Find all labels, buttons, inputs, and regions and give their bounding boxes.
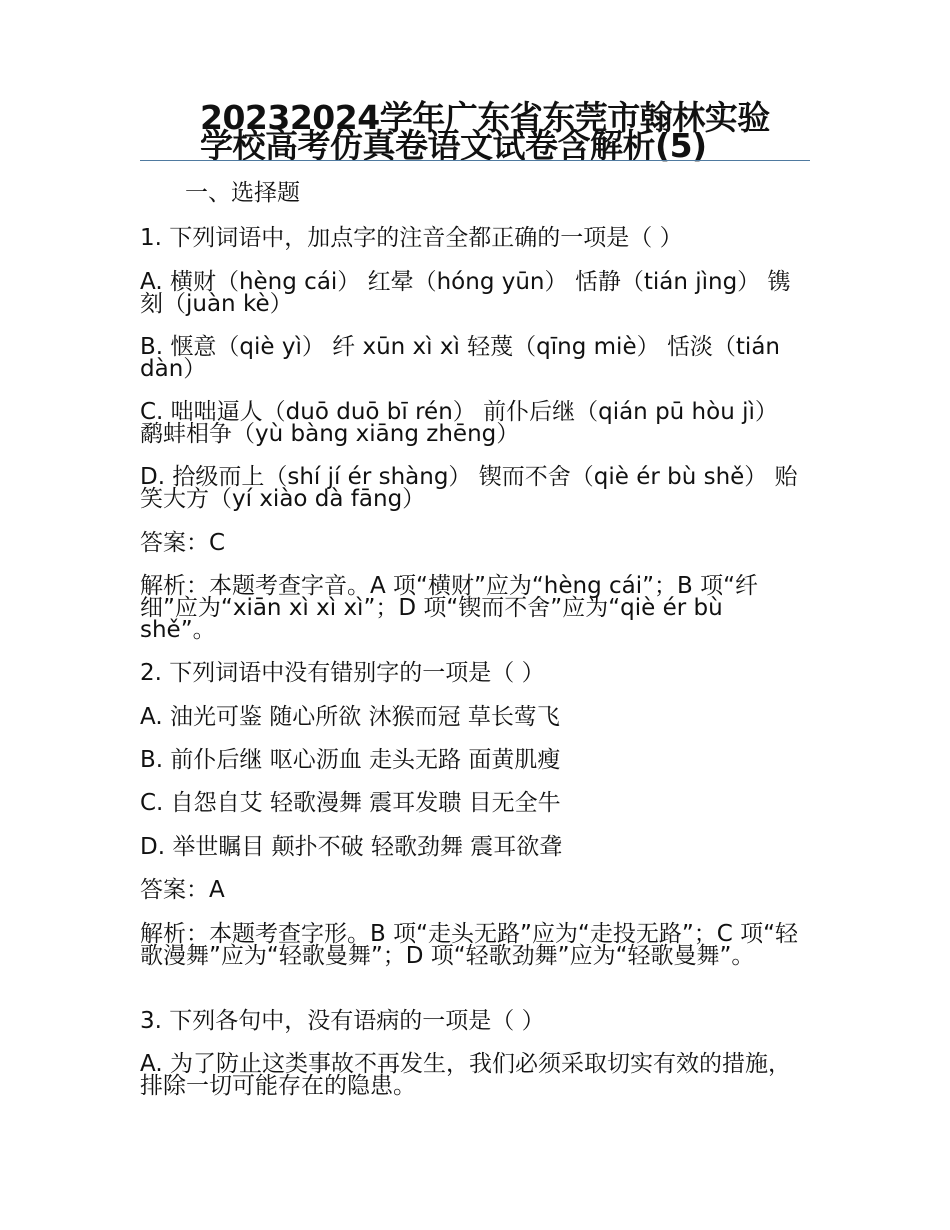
- question-2-answer: 答案：A: [140, 877, 225, 903]
- question-1-answer: 答案：C: [140, 530, 226, 556]
- question-2-analysis: 解析：本题考查字形。B 项“走头无路”应为“走投无路”；C 项“轻歌漫舞”应为“轻歌曼舞”；D 项“轻歌劲舞”应为“轻歌曼舞”。: [140, 921, 799, 969]
- section-heading: 一、选择题: [185, 180, 300, 206]
- question-2-option-b: B. 前仆后继 呕心沥血 走头无路 面黄肌瘦: [140, 747, 561, 773]
- question-2-option-d: D. 举世瞩目 颠扑不破 轻歌劲舞 震耳欲聋: [140, 834, 563, 860]
- question-3-option-a: A. 为了防止这类事故不再发生，我们必须采取切实有效的措施，排除一切可能存在的隐患。: [140, 1051, 791, 1099]
- question-1-stem: 1. 下列词语中，加点字的注音全都正确的一项是（ ）: [140, 225, 683, 251]
- document-title: 20232024学年广东省东莞市翰林实验学校高考仿真卷语文试卷含解析(5): [200, 98, 770, 165]
- question-1-option-d: D. 拾级而上（shí jí ér shàng） 锲而不舍（qiè ér bù shě） 贻笑大方（yí xiào dà fāng）: [140, 464, 798, 512]
- question-1-analysis: 解析：本题考查字音。A 项“横财”应为“hèng cái”；B 项“纤细”应为“xiān xì xì xì”；D 项“锲而不舍”应为“qiè ér bù shě”。: [140, 573, 759, 643]
- question-2-option-c: C. 自怨自艾 轻歌漫舞 震耳发聩 目无全牛: [140, 790, 561, 816]
- question-1-option-b: B. 惬意（qiè yì） 纤 xūn xì xì 轻蔑（qīng miè） 恬淡（tián dàn）: [140, 334, 780, 382]
- question-2-stem: 2. 下列词语中没有错别字的一项是（ ）: [140, 660, 545, 686]
- question-1-option-c: C. 咄咄逼人（duō duō bī rén） 前仆后继（qián pū hòu jì） 鹬蚌相争（yù bàng xiāng zhēng）: [140, 399, 778, 447]
- question-3-stem: 3. 下列各句中，没有语病的一项是（ ）: [140, 1008, 545, 1034]
- question-2-option-a: A. 油光可鉴 随心所欲 沐猴而冠 草长莺飞: [140, 704, 560, 730]
- title-underline: [140, 160, 810, 161]
- question-1-option-a: A. 横财（hèng cái） 红晕（hóng yūn） 恬静（tián jìng） 镌刻（juàn kè）: [140, 269, 791, 317]
